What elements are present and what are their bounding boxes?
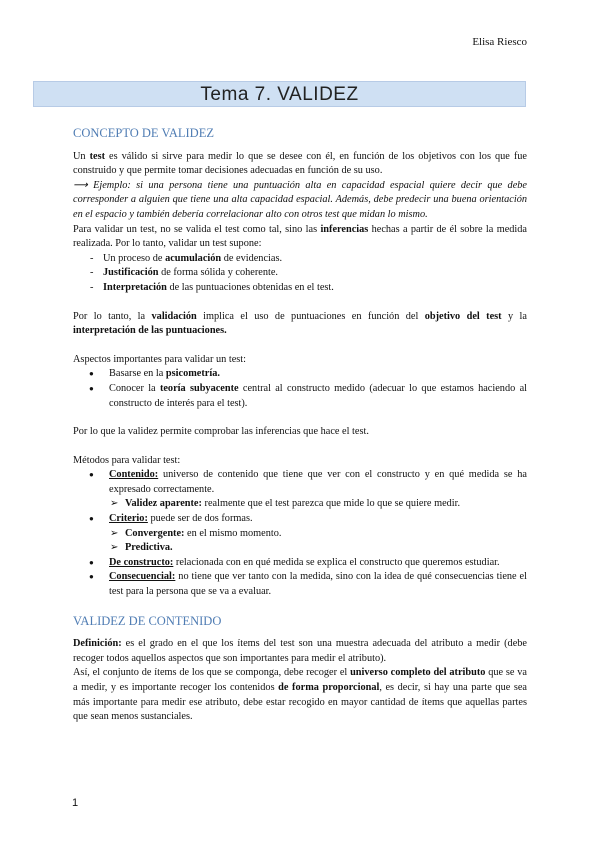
paragraph-content-definition: Definición: es el grado en el que los ítems del test son una muestra adecuada del atributo a medir (debe recoger todos aquellos aspectos que son importantes para medir el atributo). <box>73 638 527 664</box>
list-item: ● Criterio: puede ser de dos formas. ➢ Convergente: en el mismo momento. ➢ Predictiva. <box>73 512 527 556</box>
validation-steps-list <box>73 252 527 296</box>
list-item: ● Contenido: universo de contenido que tiene que ver con el constructo y en qué medida se ha expresado correctamente. ➢ Validez aparente: realmente que el test parezca que mide lo que se quiere medir. <box>73 468 527 512</box>
list-item: ● Consecuencial: no tiene que ver tanto con la medida, sino con la idea de qué consecuencias tiene el test para la persona que se va a evaluar. <box>73 570 527 599</box>
list-item: ➢ Validez aparente: realmente que el test parezca que mide lo que se quiere medir. <box>73 497 527 512</box>
paragraph-validacion: Por lo tanto, la validación implica el uso de puntuaciones en función del objetivo del test y la interpretación de las puntuaciones. <box>73 310 527 337</box>
methods-list <box>73 468 527 599</box>
section-heading-contenido: VALIDEZ DE CONTENIDO <box>73 613 222 628</box>
list-item: ➢ Convergente: en el mismo momento. <box>73 527 527 542</box>
paragraph-definition: Un test es válido si sirve para medir lo que se desee con él, en función de los objetivos con los que fue construido y que permite tomar decisiones adecuadas en función de su uso. <box>73 150 527 177</box>
page-number: 1 <box>72 797 79 809</box>
list-item: - Interpretación de las puntuaciones obtenidas en el test. <box>73 281 527 296</box>
author-name: Elisa Riesco <box>472 36 527 48</box>
page-title: Tema 7. VALIDEZ <box>33 81 526 107</box>
list-item: - Justificación de forma sólida y coherente. <box>73 266 527 281</box>
paragraph-validation: Para validar un test, no se valida el test como tal, sino las inferencias hechas a partir de él sobre la medida realizada. Por lo tanto, validar un test supone: <box>73 223 527 250</box>
list-item: ● Basarse en la psicometría. <box>73 367 527 382</box>
paragraph-methods-intro: Métodos para validar test: <box>73 454 181 466</box>
document-body <box>73 126 527 725</box>
section-heading-concepto: CONCEPTO DE VALIDEZ <box>73 126 214 140</box>
example-paragraph: ⟶ Ejemplo: si una persona tiene una puntuación alta en capacidad espacial quiere decir que debe corresponder a alguien que tiene una alta capacidad espacial. Además, debe predecir una buena orientación en el espacio y también debería correlacionar alto con otros test que midan lo mismo. <box>73 179 527 220</box>
aspects-list <box>73 367 527 411</box>
paragraph-aspects-intro: Aspectos importantes para validar un test: <box>73 353 246 365</box>
list-item: ➢ Predictiva. <box>73 541 527 556</box>
list-item: ● Conocer la teoría subyacente central al constructo medido (adecuar lo que estamos haciendo al constructo de interés para el test). <box>73 382 527 411</box>
paragraph-content-universe: Así, el conjunto de ítems de los que se componga, debe recoger el universo completo del atributo que se va a medir, y es importante recoger los contenidos de forma proporcional, es decir, si hay una parte que sea más importante para medir ese atributo, debe estar recogido en mayor cantidad de ítems que aquellas partes que sean menos sustanciales. <box>73 667 528 723</box>
list-item: ● De constructo: relacionada con en qué medida se explica el constructo que queremos estudiar. <box>73 556 527 571</box>
list-item: - Un proceso de acumulación de evidencias. <box>73 252 527 267</box>
paragraph-inferences: Por lo que la validez permite comprobar las inferencias que hace el test. <box>73 426 369 438</box>
